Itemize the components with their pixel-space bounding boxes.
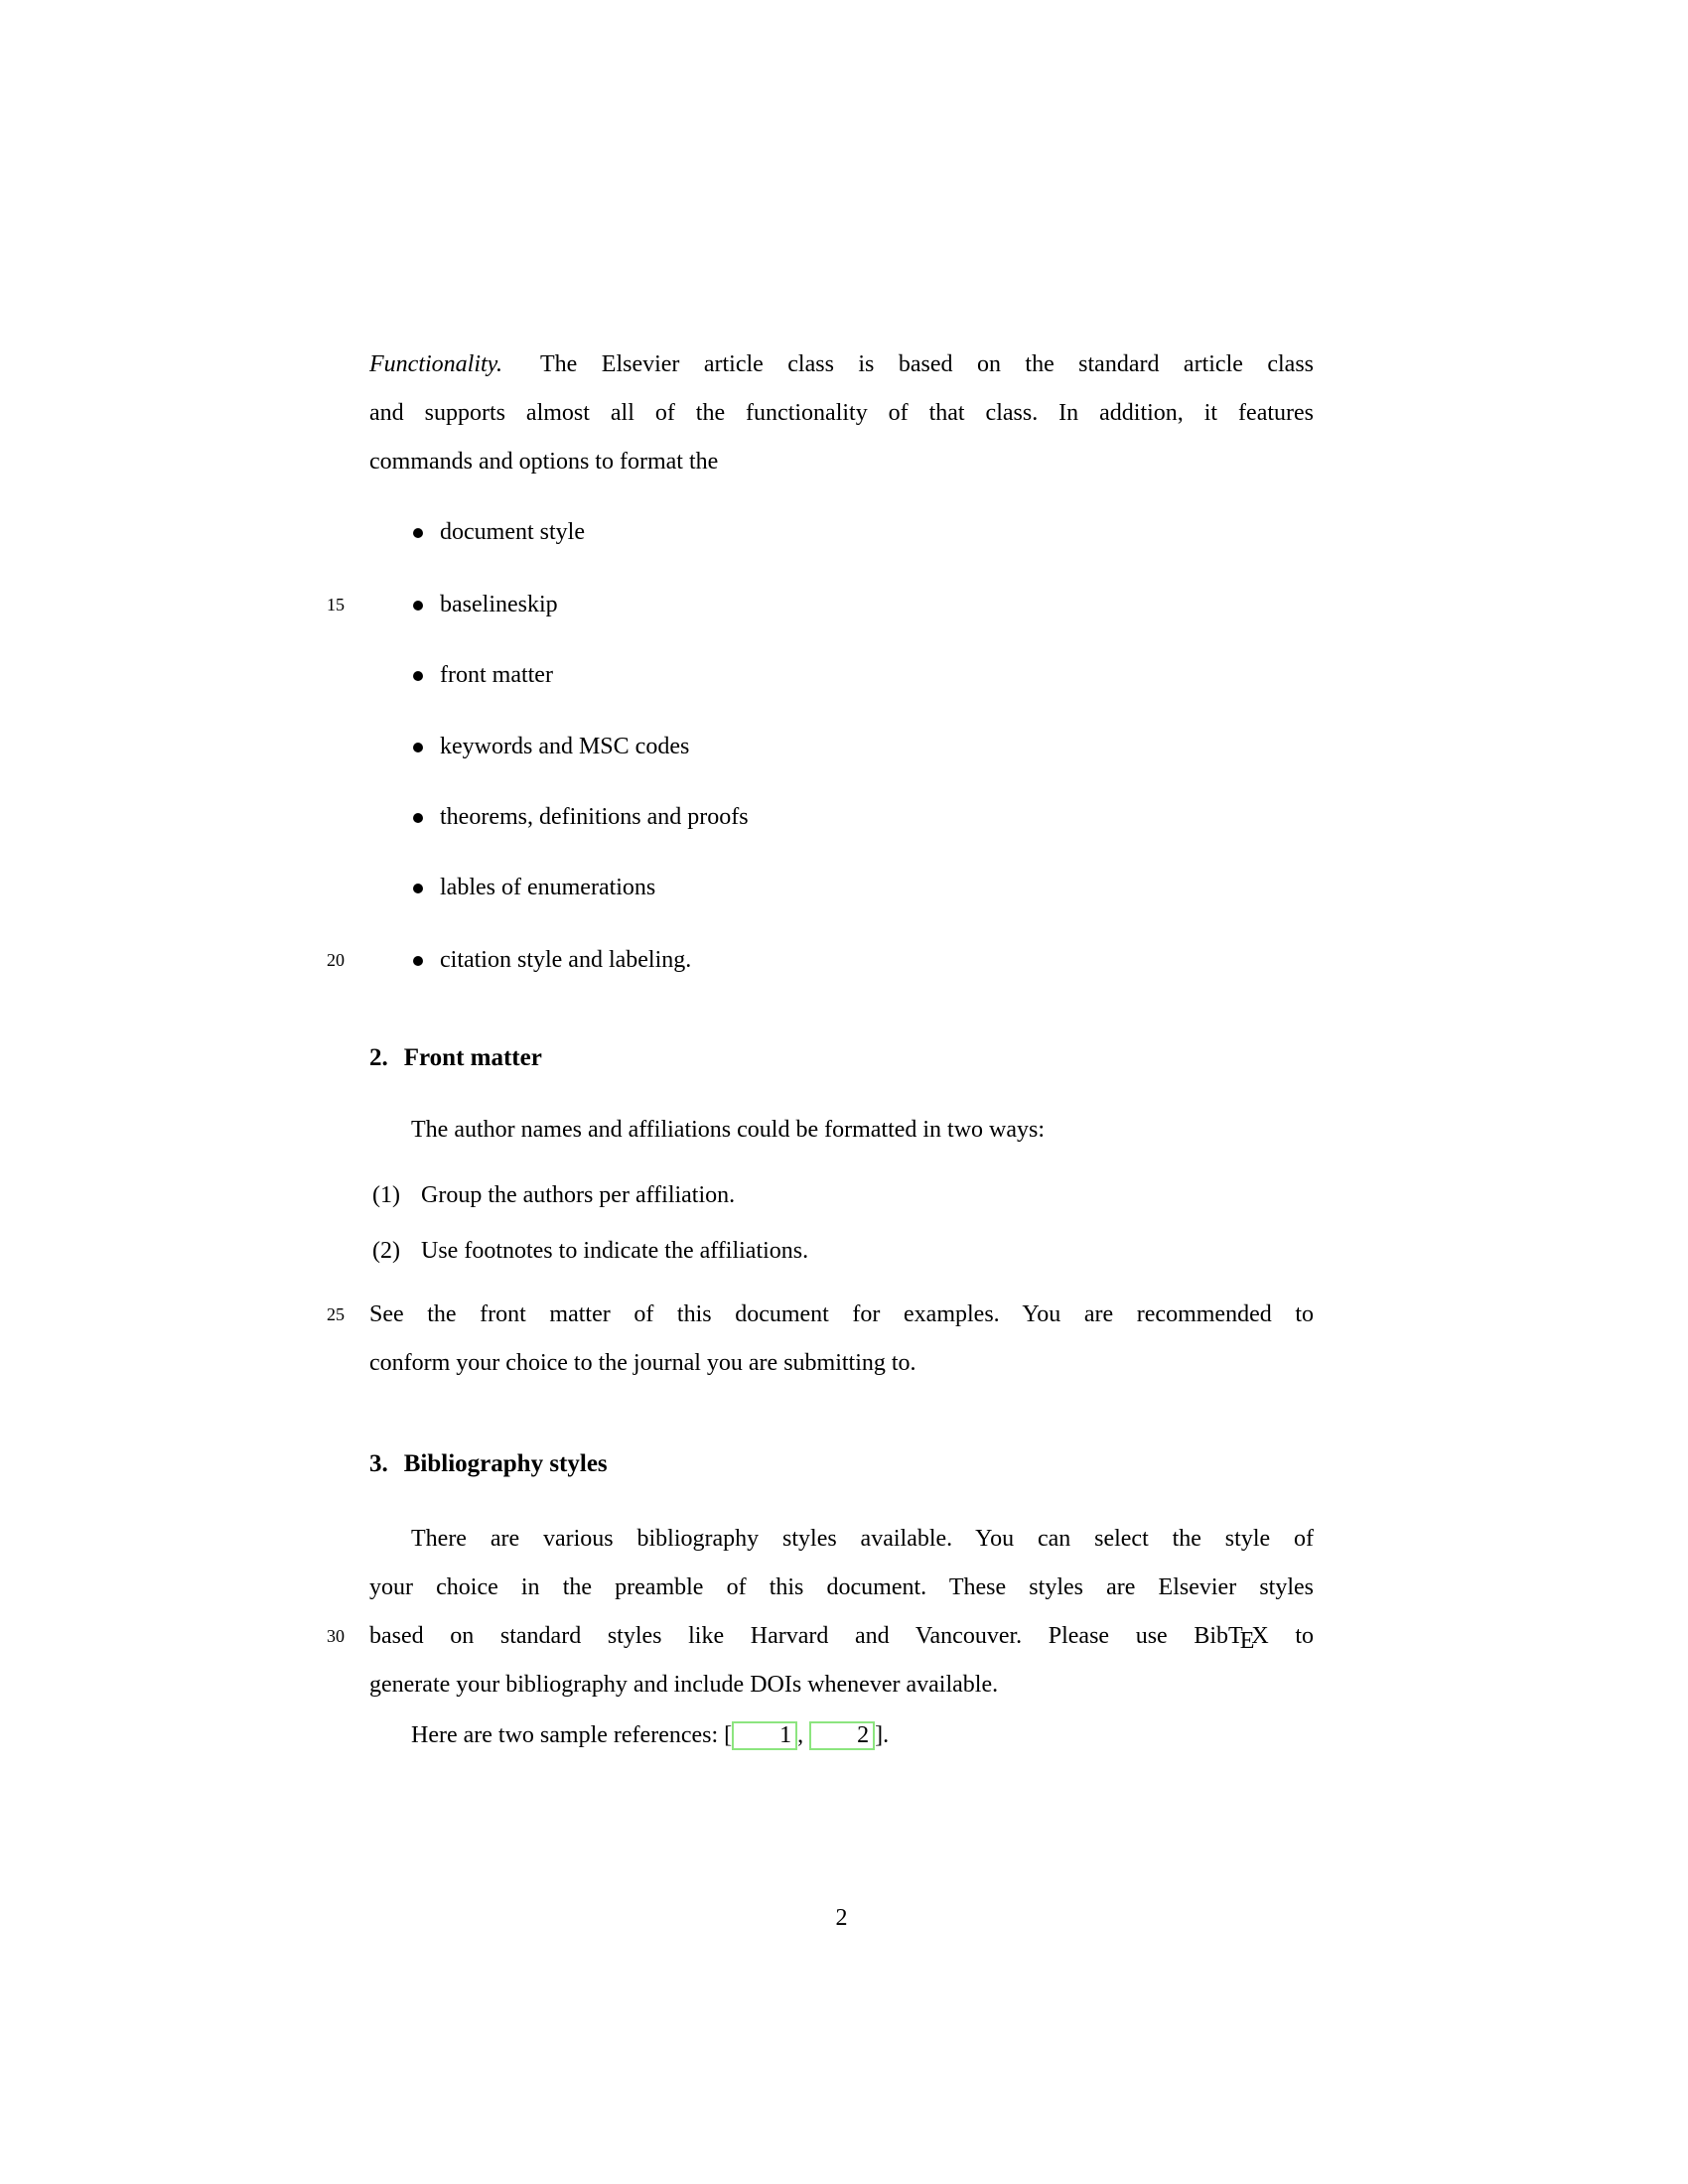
bullet-item-keywords-msc xyxy=(413,723,689,771)
run-in-heading-functionality: Functionality. xyxy=(369,351,502,377)
paragraph-functionality xyxy=(369,341,1314,486)
bullet-item-label: keywords and MSC codes xyxy=(440,734,690,759)
bullet-item-label: theorems, definitions and proofs xyxy=(440,804,749,830)
paragraph-bibliography xyxy=(369,1515,1314,1709)
margin-line-number-25: 25 xyxy=(327,1304,345,1324)
citation-separator: , xyxy=(797,1722,810,1748)
bullet-item-label: front matter xyxy=(440,662,553,688)
bullet-icon xyxy=(413,528,423,538)
paragraph-sample-references xyxy=(369,1711,1314,1760)
paragraph-author-names: The author names and affiliations could be formatted in two ways: xyxy=(411,1117,1046,1143)
bullet-item-front-matter xyxy=(413,651,553,700)
bullet-icon xyxy=(413,743,423,752)
paragraph-see-front-matter-line-1: See the front matter of this document for examples. You are recommended to xyxy=(369,1301,1314,1327)
paragraph-functionality-line-1 xyxy=(369,341,1314,389)
tex-logo-e: E xyxy=(1239,1628,1255,1654)
enum-item-text: Use footnotes to indicate the affiliations. xyxy=(421,1238,809,1264)
bullet-icon xyxy=(413,956,423,966)
bullet-item-label: document style xyxy=(440,519,585,545)
bibliography-line-3-text: based on standard styles like Harvard and Vancouver. Please use Bib xyxy=(369,1623,1229,1649)
tex-logo-t: T xyxy=(1228,1623,1243,1649)
section-heading-bibliography-styles xyxy=(369,1439,1314,1488)
page-number: 2 xyxy=(835,1905,848,1931)
bullet-item-label: baselineskip xyxy=(440,592,558,617)
bullet-icon xyxy=(413,671,423,681)
paragraph-functionality-line-3: commands and options to format the xyxy=(369,449,719,475)
paragraph-functionality-line-2: and supports almost all of the functionality of that class. In addition, it features xyxy=(369,400,1314,426)
paragraph-bibliography-line-2: your choice in the preamble of this document. These styles are Elsevier styles xyxy=(369,1574,1314,1600)
paragraph-see-front-matter xyxy=(369,1291,1314,1388)
section-heading-front-matter xyxy=(369,1033,1314,1082)
paragraph-see-front-matter-line-2: conform your choice to the journal you are submitting to. xyxy=(369,1350,916,1376)
bullet-item-label: citation style and labeling. xyxy=(440,947,692,973)
bullet-item-document-style xyxy=(413,508,585,557)
paragraph-bibliography-line-3 xyxy=(369,1612,1314,1661)
enum-item-2 xyxy=(372,1227,808,1276)
bullet-icon xyxy=(413,813,423,823)
margin-line-number-15: 15 xyxy=(327,595,345,614)
enum-item-1 xyxy=(372,1171,735,1220)
margin-line-number-20: 20 xyxy=(327,950,345,970)
bibliography-line-3-tail: to xyxy=(1268,1623,1314,1649)
bullet-item-baselineskip xyxy=(413,581,558,629)
tex-logo-x: X xyxy=(1251,1623,1269,1649)
bullet-icon xyxy=(413,884,423,893)
bullet-item-label: lables of enumerations xyxy=(440,875,656,900)
citation-link-2[interactable]: 2 xyxy=(809,1721,875,1750)
section-number: 2. xyxy=(369,1044,388,1071)
bullet-item-theorems xyxy=(413,793,749,842)
section-title: Bibliography styles xyxy=(403,1450,608,1477)
bullet-icon xyxy=(413,601,423,611)
enum-marker: (2) xyxy=(372,1238,400,1264)
enum-marker: (1) xyxy=(372,1182,400,1208)
references-prefix: Here are two sample references: xyxy=(411,1722,725,1748)
paragraph-bibliography-line-1: There are various bibliography styles available. You can select the style of xyxy=(411,1526,1314,1552)
margin-line-number-30: 30 xyxy=(327,1626,345,1646)
section-number: 3. xyxy=(369,1450,388,1477)
open-bracket: [ xyxy=(724,1722,733,1748)
paragraph-bibliography-line-4: generate your bibliography and include DOIs whenever available. xyxy=(369,1672,999,1698)
bullet-item-lables xyxy=(413,864,655,912)
citation-link-1[interactable]: 1 xyxy=(732,1721,797,1750)
close-bracket: ]. xyxy=(875,1722,890,1748)
enum-item-text: Group the authors per affiliation. xyxy=(421,1182,736,1208)
bullet-item-citation-style xyxy=(413,936,691,985)
section-title: Front matter xyxy=(403,1044,542,1071)
paragraph-functionality-line-1-text: The Elsevier article class is based on the standard article class xyxy=(540,351,1314,377)
